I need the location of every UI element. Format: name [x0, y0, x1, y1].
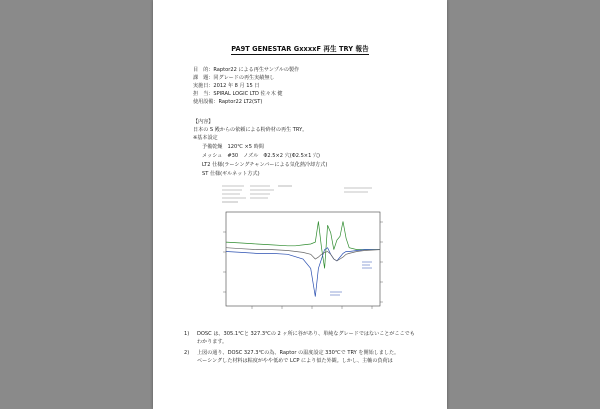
setting-st: ST 仕様(ギルネット方式)	[202, 171, 260, 177]
person-line: 担 当：SPIRAL LOGIC LTD 佐々木 健	[193, 91, 283, 97]
dsc-chart	[212, 182, 400, 316]
note-2-line-2: ベーシングした材料は粘度がやや低めで LCP により似た外観。しかし、主軸の負荷は	[197, 358, 393, 364]
date-line: 実施日：2012 年 8 月 15 日	[193, 83, 260, 89]
note-2-number: 2)	[184, 350, 190, 356]
intro-line: 日本の S 殿からの依頼による粉砕材の再生 TRY。	[193, 127, 308, 133]
setting-mesh: メッシュ #30 ノズル Φ2.5×2 穴(Φ2.5×1 穴)	[202, 153, 321, 159]
issue-line: 課 題：同グレードの再生実績無し	[193, 75, 275, 81]
note-1-line-2: わかります。	[197, 339, 228, 345]
chart-header-lines	[222, 186, 372, 202]
setting-lt2: LT2 仕様(ラーシングチャンバーによる気化熱冷却方式)	[202, 162, 328, 168]
series-line-2	[226, 248, 380, 297]
purpose-line: 目 的：Raptor22 による再生サンプルの製作	[193, 67, 300, 73]
note-1-number: 1)	[184, 331, 190, 337]
document-page	[153, 0, 447, 409]
note-1-line-1: DOSC は、305.1℃と 327.3℃の 2 ヶ所に谷があり、単純なグレードではないことがここでも	[197, 331, 415, 337]
peak-annotation-marks	[330, 262, 372, 295]
series-layer	[226, 221, 380, 296]
axis-ticks	[223, 222, 383, 309]
dsc-chart-svg	[212, 182, 400, 316]
setting-dry: 予備乾燥 120℃ ×5 時間	[202, 144, 264, 150]
document-title: PA9T GENESTAR GxxxxF 再生 TRY 報告	[231, 45, 369, 53]
series-line-1	[226, 221, 380, 268]
note-2-line-1: 上図の通り、DOSC 327.3℃の為、Raptor の温度設定 330℃で TRY を開始しました。	[197, 350, 400, 356]
basic-settings-label: ※基本設定	[193, 135, 218, 141]
equipment-line: 使用設備：Raptor22 LT2(ST)	[193, 99, 263, 105]
section-heading: 【内容】	[193, 119, 214, 125]
